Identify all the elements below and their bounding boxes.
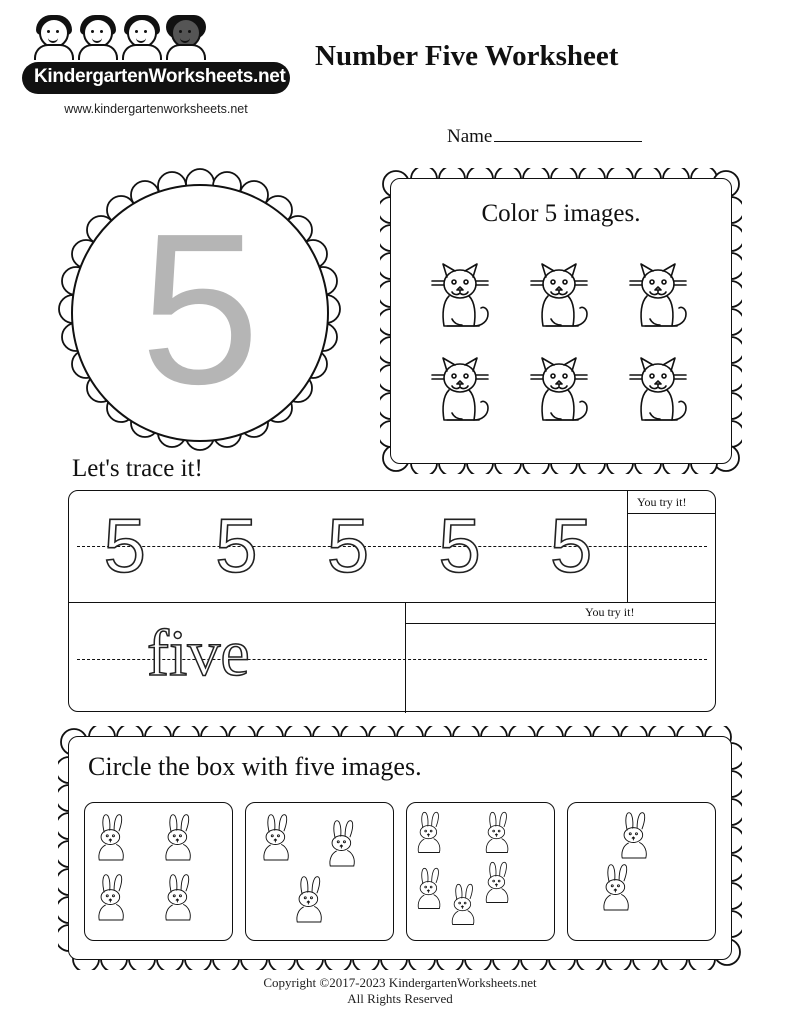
trace-digit[interactable]: 5 [438, 504, 481, 589]
big-number-panel [55, 168, 345, 458]
circle-section-heading: Circle the box with five images. [88, 752, 422, 781]
bunny-box-option-2[interactable] [245, 802, 394, 941]
page-title: Number Five Worksheet [315, 40, 619, 72]
logo-wordmark: KindergartenWorksheets.net [22, 62, 290, 94]
trace-digit[interactable]: 5 [215, 504, 258, 589]
trace-word[interactable]: five [147, 617, 250, 690]
you-try-write-area-2[interactable] [405, 623, 715, 713]
cat-icon[interactable] [425, 259, 499, 339]
cat-icon[interactable] [524, 353, 598, 433]
circle-the-box-panel [58, 726, 742, 970]
bunny-group-5 [407, 803, 552, 938]
trace-row-word [69, 603, 715, 713]
bunny-box-option-1[interactable] [84, 802, 233, 941]
trace-digit[interactable]: 5 [550, 504, 593, 589]
bunny-group-3 [246, 803, 391, 938]
bunny-group-2 [568, 803, 713, 938]
trace-digit[interactable]: 5 [103, 504, 146, 589]
cat-icon[interactable] [623, 353, 697, 433]
you-try-write-area-1[interactable] [627, 513, 715, 602]
trace-box [68, 490, 716, 712]
big-number-five: 5 [140, 188, 260, 429]
rights-line: All Rights Reserved [347, 991, 453, 1006]
color-section-heading: Color 5 images. [481, 200, 641, 227]
trace-section-label: Let's trace it! [72, 455, 203, 482]
you-try-label-1: You try it! [637, 495, 687, 509]
cat-icon[interactable] [425, 353, 499, 433]
kids-illustration-icon [32, 18, 262, 60]
cat-icon[interactable] [524, 259, 598, 339]
page-footer [0, 975, 800, 1007]
bunny-box-option-3[interactable] [406, 802, 555, 941]
bunny-group-4 [85, 803, 230, 938]
trace-digit[interactable]: 5 [326, 504, 370, 589]
cat-icon[interactable] [623, 259, 697, 339]
number-circle [71, 184, 329, 442]
name-label: Name [447, 126, 493, 147]
color-images-panel [380, 168, 742, 474]
page-header [0, 0, 800, 150]
name-input-line[interactable] [494, 125, 642, 142]
trace-row-digits [69, 491, 715, 603]
bunny-box-option-4[interactable] [567, 802, 716, 941]
you-try-label-2: You try it! [585, 605, 635, 619]
bunny-box-row [84, 802, 716, 941]
name-field-row [447, 125, 642, 148]
site-logo[interactable] [22, 18, 290, 116]
site-url: www.kindergartenworksheets.net [64, 102, 248, 116]
copyright-line: Copyright ©2017-2023 KindergartenWorksheets.net [263, 975, 537, 990]
cat-image-grid [412, 252, 710, 440]
trace-digit-row [69, 497, 627, 597]
